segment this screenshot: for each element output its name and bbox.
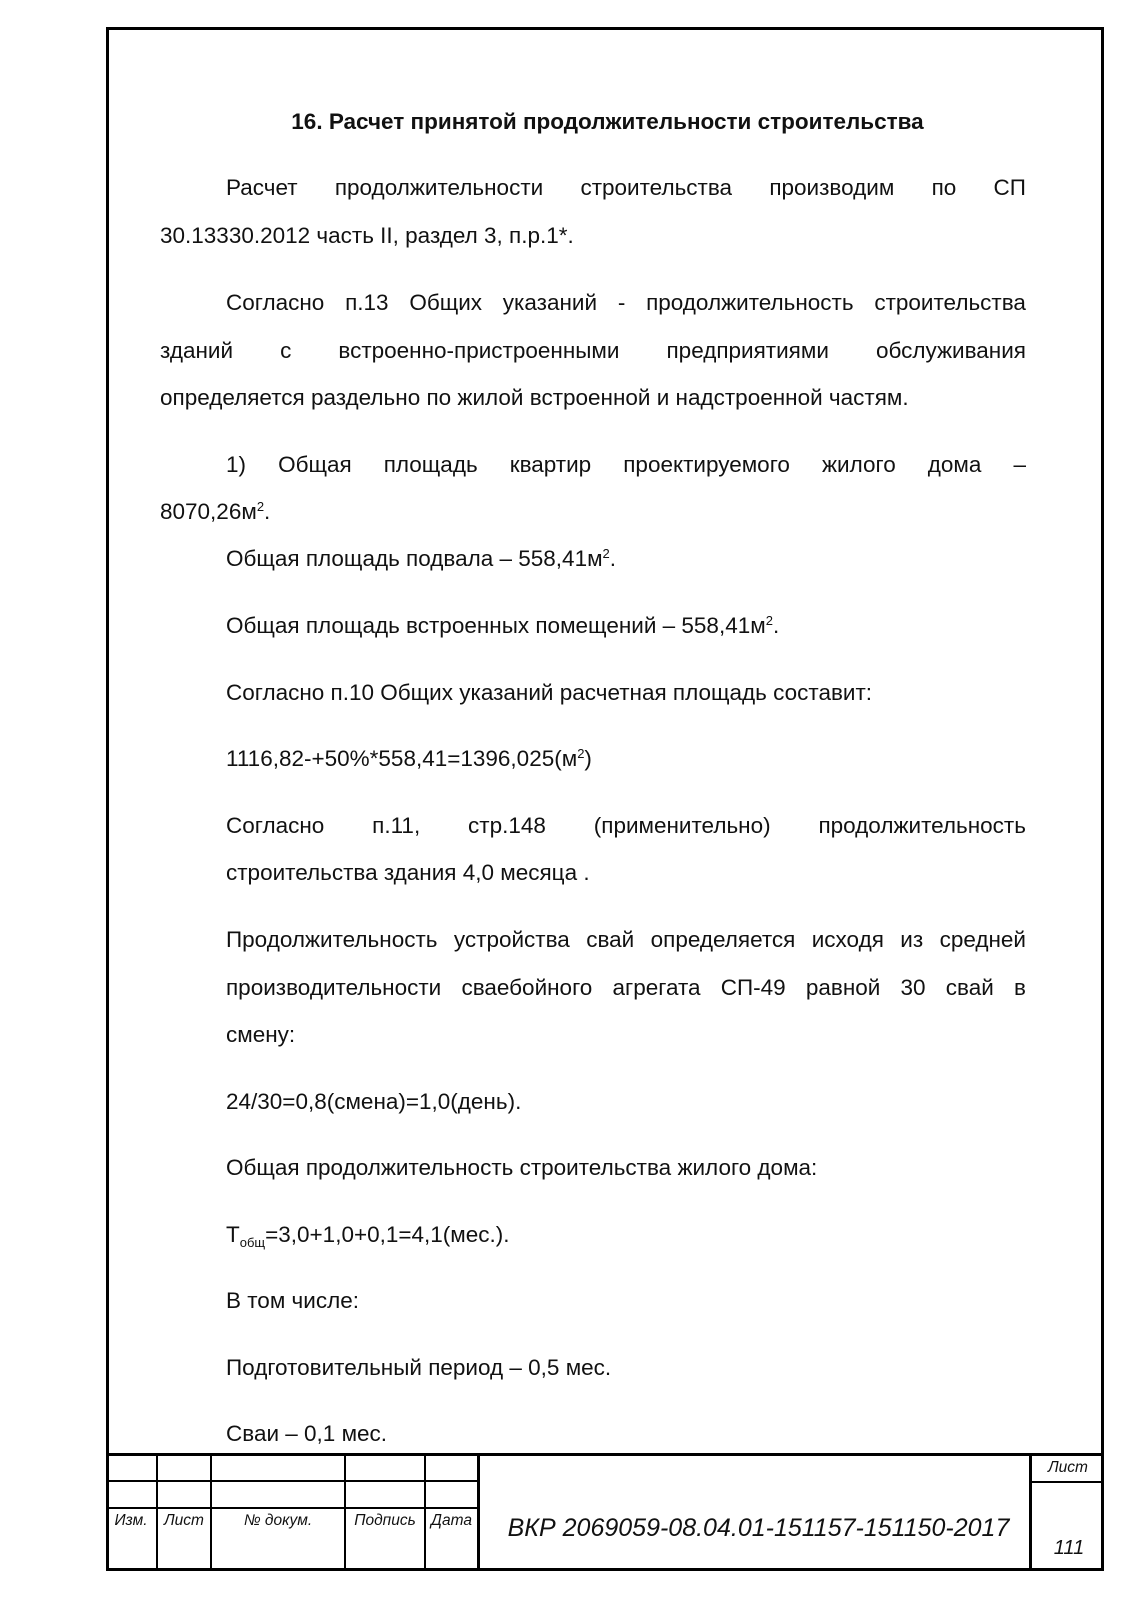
stamp-col-date: Дата [431, 1512, 472, 1529]
word: Согласно [226, 290, 325, 315]
word: – [1013, 452, 1026, 477]
word: (применительно) [593, 813, 771, 838]
paragraph-1-line-1 [226, 174, 1026, 202]
word: равной [805, 975, 881, 1000]
word: предприятиями [666, 338, 829, 363]
word: исходя [811, 927, 884, 952]
paragraph-2-line-3: определяется раздельно по жилой встроенной и надстроенной частям. [160, 385, 909, 410]
word: свай [586, 927, 635, 952]
word: указаний [502, 290, 598, 315]
word: Продолжительность [226, 927, 438, 952]
stamp-col-sign: Подпись [354, 1512, 416, 1529]
piles-line-3: смену: [226, 1022, 296, 1047]
word: п.13 [345, 290, 389, 315]
including-label: В том числе: [226, 1288, 359, 1313]
word: обслуживания [875, 338, 1026, 363]
section-title: 16. Расчет принятой продолжительности строительства [291, 109, 924, 134]
word: зданий [160, 338, 234, 363]
word: 30 [900, 975, 926, 1000]
word: встроенно-пристроенными [338, 338, 620, 363]
piles-line-2 [226, 974, 1026, 1002]
prep-period: Подготовительный период – 0,5 мес. [226, 1355, 612, 1380]
total-intro: Общая продолжительность строительства жилого дома: [226, 1155, 818, 1180]
word: свай [945, 975, 994, 1000]
word: Общих [409, 290, 483, 315]
word: сваебойного [461, 975, 593, 1000]
word: с [280, 338, 292, 363]
word: дома [927, 452, 982, 477]
paragraph-1-line-2: 30.13330.2012 часть II, раздел 3, п.р.1*. [160, 223, 574, 248]
item-1-line-1 [226, 451, 1026, 479]
sheet-label: Лист [1048, 1459, 1088, 1476]
stamp-row-line [106, 1507, 478, 1509]
calc-area-formula: $1116,82-+50\%*558,41=1396,025(м^2)$ [226, 746, 592, 771]
word: устройства [453, 927, 570, 952]
paragraph-2-line-2 [160, 337, 1026, 365]
word: СП-49 [720, 975, 786, 1000]
word: стр.148 [468, 813, 546, 838]
page-frame [106, 27, 1104, 1571]
piles-line-1 [226, 926, 1026, 954]
paragraph-2-line-1 [226, 289, 1026, 317]
word: продолжительность [818, 813, 1026, 838]
word: по [931, 175, 957, 200]
item-1-line-2: $8070,26м^2$. [160, 499, 271, 524]
p11-line-1 [226, 812, 1026, 840]
word: строительства [874, 290, 1026, 315]
sheet-number: 111 [1053, 1537, 1085, 1559]
word: строительства [580, 175, 733, 200]
word: 1) [226, 452, 247, 477]
word: - [617, 290, 626, 315]
word: Согласно [226, 813, 325, 838]
piles-formula: 24/30=0,8(смена)=1,0(день). [226, 1089, 522, 1114]
word: продолжительности [334, 175, 544, 200]
word: из [900, 927, 924, 952]
word: Общая [278, 452, 352, 477]
word: определяется [650, 927, 796, 952]
word: средней [939, 927, 1026, 952]
word: проектируемого [623, 452, 790, 477]
word: производительности [226, 975, 442, 1000]
sheet-box-line [1029, 1481, 1104, 1483]
stamp-col-line [477, 1453, 480, 1571]
word: квартир [509, 452, 592, 477]
calc-area-intro: Согласно п.10 Общих указаний расчетная площадь составит: [226, 680, 873, 705]
word: производим [769, 175, 895, 200]
word: жилого [821, 452, 896, 477]
word: п.11, [372, 813, 421, 838]
stamp-col-izm: Изм. [114, 1512, 148, 1529]
builtin-area: Общая площадь встроенных помещений – $558,41м^2$. [226, 613, 780, 638]
stamp-row-line [106, 1480, 478, 1482]
word: продолжительность [646, 290, 854, 315]
word: СП [993, 175, 1026, 200]
stamp-top-line [106, 1453, 1104, 1456]
word: площадь [383, 452, 478, 477]
word: в [1014, 975, 1026, 1000]
word: Расчет [226, 175, 298, 200]
document-code: ВКР 2069059-08.04.01-151157-151150-2017 [507, 1514, 1010, 1542]
word: агрегата [612, 975, 701, 1000]
basement-area: Общая площадь подвала – $558,41м^2$. [226, 546, 617, 571]
total-formula: $Т_{общ}=3,0+1,0+0,1=4,1(мес.)$. [226, 1222, 510, 1250]
stamp-col-list: Лист [164, 1512, 204, 1529]
piles-period: Сваи – 0,1 мес. [226, 1421, 388, 1446]
stamp-col-doc: № докум. [243, 1512, 313, 1529]
p11-line-2: строительства здания 4,0 месяца . [226, 860, 590, 885]
